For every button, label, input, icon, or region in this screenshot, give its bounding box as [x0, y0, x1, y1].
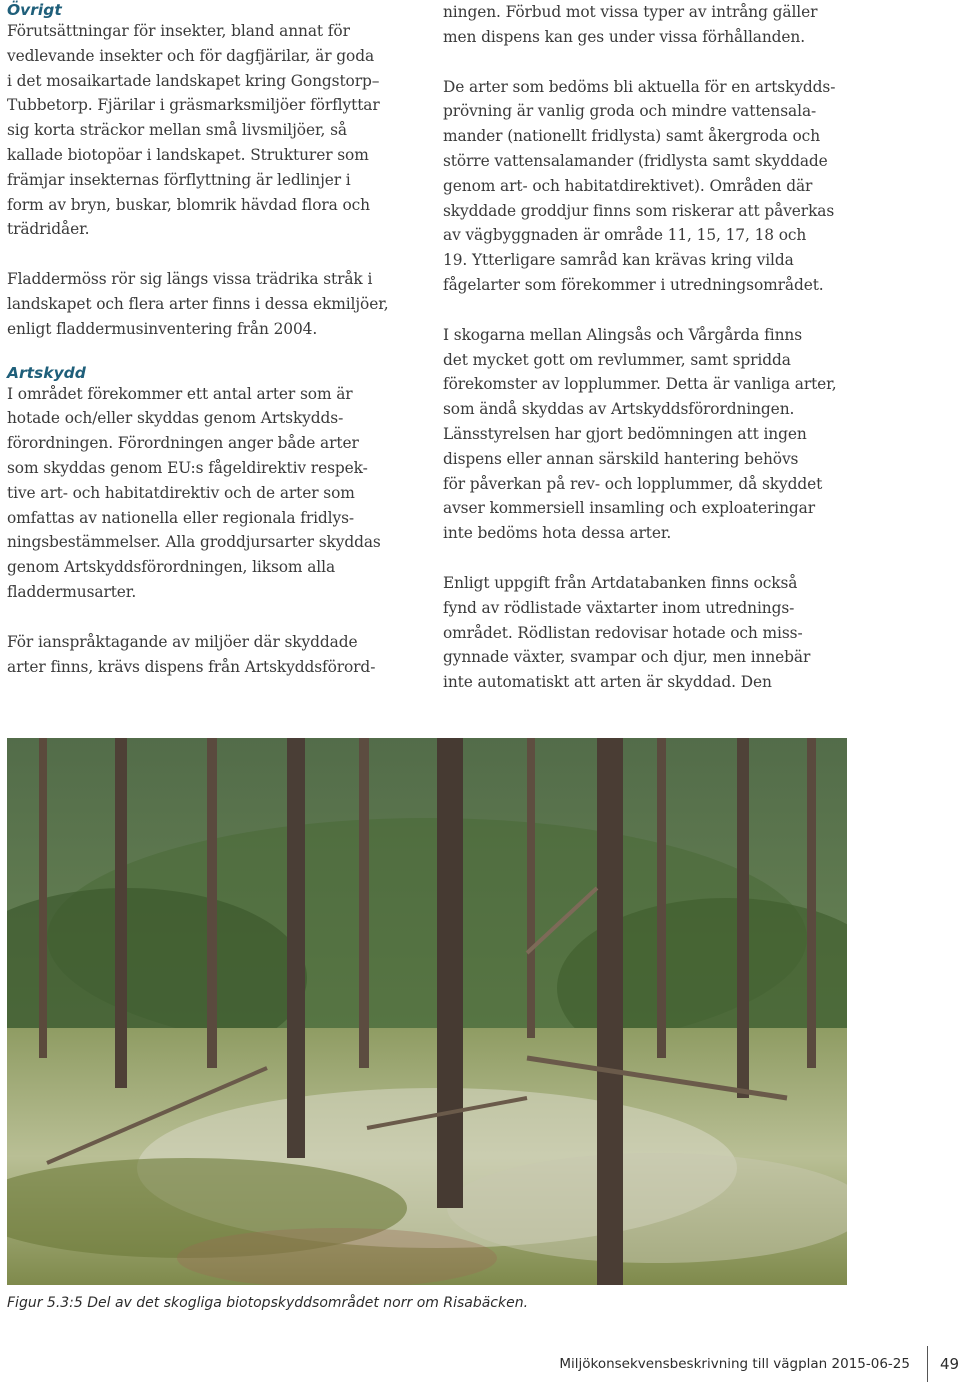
footer-title: Miljökonsekvensbeskrivning till vägplan 2015-06-25: [559, 1356, 910, 1372]
paragraph-right-2: De arter som bedöms bli aktuella för en artskydds- prövning är vanlig groda och mindre vattensala- mander (nationellt fridlysta) samt åkergroda och större vattensalamander (fridlysta samt skyddade genom art- och habitatdirektivet). Områden där skyddade groddjur finns som riskerar att påverkas av vägbyggnaden är område 11, 15, 17, 18 och 19. Ytterligare samråd kan krävas kring vilda fågelarter som förekommer i utredningsområdet.: [443, 77, 836, 294]
figure-caption: Figur 5.3:5 Del av det skogliga biotopskyddsområdet norr om Risabäcken.: [7, 1295, 529, 1311]
right-column: [443, 0, 863, 695]
heading-artskydd: Artskydd: [7, 363, 86, 382]
paragraph-artskydd-2: För ianspråktagande av miljöer där skyddade arter finns, krävs dispens från Artskyddsförord-: [7, 632, 376, 676]
paragraph-right-3: I skogarna mellan Alingsås och Vårgårda finns det mycket gott om revlummer, samt spridda förekomster av lopplummer. Detta är vanliga arter, som ändå skyddas av Artskyddsförordningen. Länsstyrelsen har gjort bedömningen att ingen dispens eller annan särskild hantering behövs för påverkan på rev- och lopplummer, då skyddet avser kommersiell insamling och exploateringar inte bedöms hota dessa arter.: [443, 325, 837, 543]
page-number: 49: [940, 1355, 960, 1373]
paragraph-right-4: Enligt uppgift från Artdatabanken finns också fynd av rödlistade växtarter inom utrednings- området. Rödlistan redovisar hotade och miss- gynnade växter, svampar och djur, men innebär inte automatiskt att arten är skyddad. Den: [443, 573, 811, 692]
forest-photo: [7, 738, 847, 1285]
footer-divider: [927, 1346, 928, 1382]
heading-ovrigt: Övrigt: [7, 1, 62, 19]
left-column: [7, 0, 427, 679]
forest-photo-illustration: [7, 738, 847, 1285]
paragraph-artskydd-1: I området förekommer ett antal arter som är hotade och/eller skyddas genom Artskydds- förordningen. Förordningen anger både arter som skyddas genom EU:s fågeldirektiv respek- tive art- och habitatdirektiv och de arter som omfattas av nationella eller regionala fridlys- ningsbestämmelser. Alla groddjursarter skyddas genom Artskyddsförordningen, liksom alla fladdermusarter.: [7, 384, 381, 601]
paragraph-right-1: ningen. Förbud mot vissa typer av intrång gäller men dispens kan ges under vissa förhållanden.: [443, 3, 818, 46]
paragraph-ovrigt-1: Förutsättningar för insekter, bland annat för vedlevande insekter och för dagfjärilar, är goda i det mosaikartade landskapet kring Gongstorp– Tubbetorp. Fjärilar i gräsmarksmiljöer förflyttar sig korta sträckor mellan små livsmiljöer, så kallade biotopöar i landskapet. Strukturer som främjar insekternas förflyttning är ledlinjer i form av bryn, buskar, blomrik hävdad flora och trädridåer.: [7, 22, 380, 239]
paragraph-ovrigt-2: Fladdermöss rör sig längs vissa trädrika stråk i landskapet och flera arter finns i dessa ekmiljöer, enligt fladdermusinventering från 2004.: [7, 270, 389, 338]
